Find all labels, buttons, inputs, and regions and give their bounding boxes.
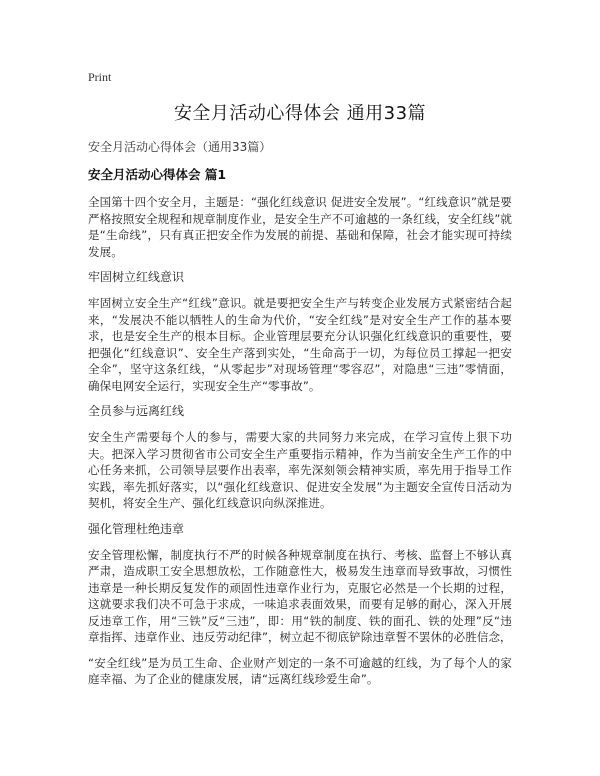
document-subtitle: 安全月活动心得体会（通用33篇）	[88, 140, 272, 154]
section-heading-full-participation: 全员参与远离红线	[88, 404, 185, 418]
article-heading: 安全月活动心得体会 篇1	[88, 167, 227, 182]
print-label: Print	[88, 70, 112, 84]
section-heading-strengthen-management: 强化管理杜绝违章	[88, 521, 185, 536]
paragraph-full-participation: 安全生产需要每个人的参与，需要大家的共同努力来完成，在学习宣传上狠下功夫。把深入学习贯彻省市公司安全生产重要指示精神，作为当前安全生产工作的中心任务来抓，公司领导层要作出表率，率先深刻领会精神实质，率先用于指导工作实践，率先抓好落实，以“强化红线意识、促进安全发展”为主题安全宣传日活动为契机，将安全生产、强化红线意识向纵深推进。	[88, 430, 512, 510]
paragraph-red-line-awareness: 牢固树立安全生产“红线”意识。就是要把安全生产与转变企业发展方式紧密结合起来，“发展决不能以牺牲人的生命为代价，“安全红线”是对安全生产工作的基本要求，也是安全生产的根本目标。企业管理层要充分认识强化红线意识的重要性，要把强化“红线意识”、安全生产落到实处，“生命高于一切，为每位员工撑起一把安全伞”，坚守这条红线，“从零起步”对现场管理“零容忍”，对隐患“三违”零情面，确保电网安全运行，实现安全生产“零事故”。	[88, 296, 512, 393]
paragraph-strengthen-management: 安全管理松懈，制度执行不严的时候各种规章制度在执行、考核、监督上不够认真严肃，造成职工安全思想放松，工作随意性大，极易发生违章而导致事故，习惯性违章是一种长期反复发作的顽固性违章作业行为，克服它必然是一个长期的过程，这就要求我们决不可急于求成，一味追求表面效果，而要有足够的耐心，深入开展反违章工作，用“三铁”反“三违”，即：用“铁的制度、铁的面孔、铁的处理”反“违章指挥、违章作业、违反劳动纪律”，树立起不彻底铲除违章誓不罢休的必胜信念，	[88, 547, 512, 644]
paragraph-closing: “安全红线”是为员工生命、企业财产划定的一条不可逾越的红线，为了每个人的家庭幸福、为了企业的健康发展，请“远离红线珍爱生命”。	[88, 655, 512, 686]
document-title: 安全月活动心得体会 通用33篇	[173, 103, 427, 124]
paragraph-intro: 全国第十四个安全月，主题是：“强化红线意识 促进安全发展”。“红线意识”就是要严格按照安全规程和规章制度作业，是安全生产不可逾越的一条红线，安全红线”就是“生命线”，只有真正把安全作为发展的前提、基础和保障，社会才能实现可持续发展。	[88, 195, 512, 259]
section-heading-red-line-awareness: 牢固树立红线意识	[88, 270, 185, 284]
